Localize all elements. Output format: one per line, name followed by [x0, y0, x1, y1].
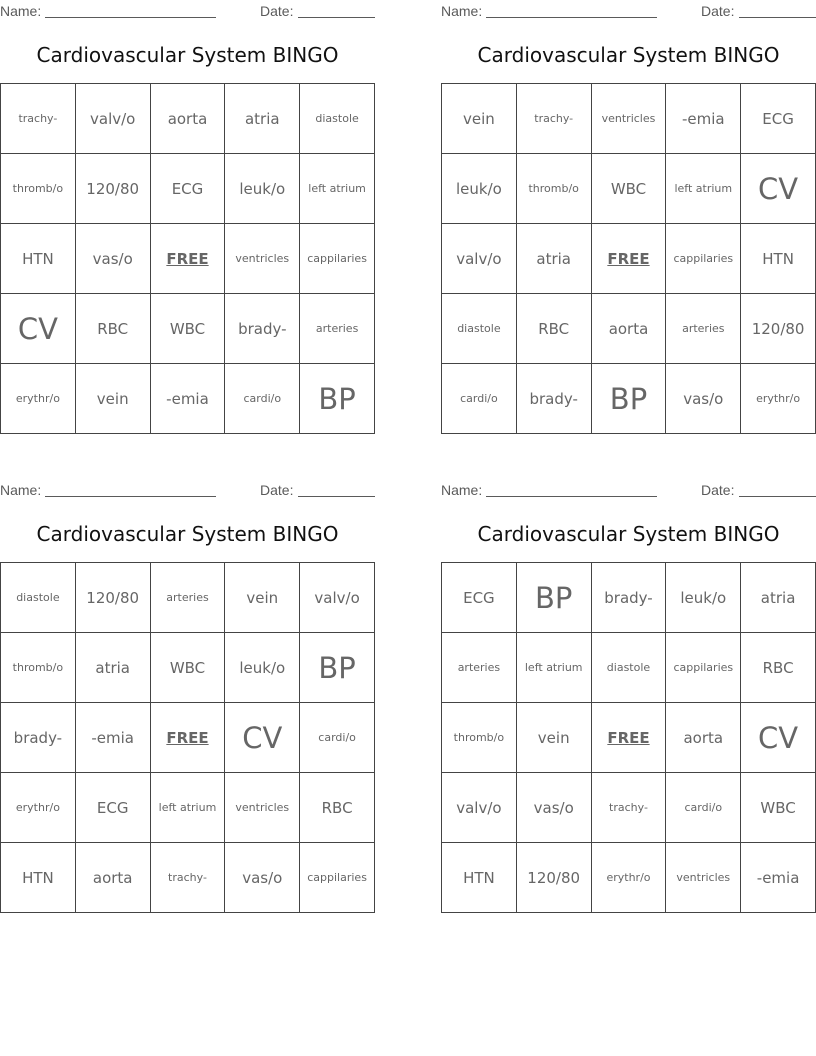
bingo-cell[interactable]: WBC: [151, 633, 226, 703]
bingo-card-4: [441, 479, 816, 887]
card-title: Cardiovascular System BINGO: [477, 522, 780, 546]
date-label: Date:: [701, 482, 735, 498]
bingo-cell[interactable]: cappilaries: [300, 843, 375, 913]
bingo-cell[interactable]: diastole: [442, 294, 517, 364]
bingo-cell[interactable]: brady-: [592, 563, 667, 633]
bingo-cell[interactable]: RBC: [300, 773, 375, 843]
card-header: [441, 479, 816, 501]
bingo-card-3: [0, 479, 375, 887]
bingo-card-2: [441, 0, 816, 416]
bingo-cell[interactable]: cardi/o: [666, 773, 741, 843]
date-line[interactable]: [739, 17, 816, 18]
card-title: Cardiovascular System BINGO: [36, 522, 339, 546]
bingo-cell[interactable]: vein: [76, 364, 151, 434]
card-title: Cardiovascular System BINGO: [36, 43, 339, 67]
bingo-cell[interactable]: BP: [517, 563, 592, 633]
bingo-cell[interactable]: ventricles: [592, 84, 667, 154]
bingo-cell[interactable]: ECG: [76, 773, 151, 843]
bingo-cell[interactable]: brady-: [1, 703, 76, 773]
bingo-card-1: [0, 0, 375, 416]
bingo-cell[interactable]: ECG: [741, 84, 816, 154]
date-label: Date:: [260, 482, 294, 498]
bingo-cell[interactable]: valv/o: [442, 224, 517, 294]
bingo-cell[interactable]: WBC: [741, 773, 816, 843]
bingo-cell[interactable]: thromb/o: [1, 154, 76, 224]
bingo-cell[interactable]: -emia: [76, 703, 151, 773]
bingo-cell[interactable]: leuk/o: [666, 563, 741, 633]
card-title: Cardiovascular System BINGO: [477, 43, 780, 67]
bingo-cell[interactable]: BP: [300, 364, 375, 434]
bingo-cell[interactable]: atria: [517, 224, 592, 294]
bingo-cell[interactable]: arteries: [151, 563, 226, 633]
free-space-cell[interactable]: FREE: [151, 224, 226, 294]
bingo-cell[interactable]: vas/o: [517, 773, 592, 843]
date-line[interactable]: [739, 496, 816, 497]
name-label: Name:: [441, 482, 483, 498]
date-line[interactable]: [298, 17, 375, 18]
bingo-cell[interactable]: arteries: [666, 294, 741, 364]
bingo-cell[interactable]: ventricles: [225, 224, 300, 294]
bingo-cell[interactable]: cappilaries: [666, 633, 741, 703]
bingo-cell[interactable]: erythr/o: [592, 843, 667, 913]
bingo-cell[interactable]: erythr/o: [1, 364, 76, 434]
bingo-cell[interactable]: CV: [741, 703, 816, 773]
bingo-cell[interactable]: trachy-: [517, 84, 592, 154]
bingo-cell[interactable]: left atrium: [151, 773, 226, 843]
bingo-cell[interactable]: aorta: [666, 703, 741, 773]
bingo-cell[interactable]: diastole: [1, 563, 76, 633]
free-space-cell[interactable]: FREE: [592, 224, 667, 294]
bingo-cell[interactable]: arteries: [442, 633, 517, 703]
bingo-cell[interactable]: trachy-: [1, 84, 76, 154]
name-line[interactable]: [486, 17, 657, 18]
bingo-cell[interactable]: HTN: [1, 224, 76, 294]
bingo-cell[interactable]: vas/o: [225, 843, 300, 913]
bingo-cell[interactable]: vas/o: [76, 224, 151, 294]
bingo-cell[interactable]: vein: [225, 563, 300, 633]
bingo-cell[interactable]: left atrium: [666, 154, 741, 224]
bingo-cell[interactable]: leuk/o: [225, 633, 300, 703]
card-header: [0, 0, 375, 22]
bingo-cell[interactable]: WBC: [151, 294, 226, 364]
bingo-cell[interactable]: left atrium: [300, 154, 375, 224]
card-header: [0, 479, 375, 501]
bingo-cell[interactable]: thromb/o: [1, 633, 76, 703]
name-line[interactable]: [45, 496, 216, 497]
bingo-cell[interactable]: 120/80: [517, 843, 592, 913]
bingo-cell[interactable]: -emia: [151, 364, 226, 434]
bingo-cell[interactable]: trachy-: [151, 843, 226, 913]
bingo-grid: [0, 562, 375, 913]
bingo-cell[interactable]: WBC: [592, 154, 667, 224]
name-line[interactable]: [486, 496, 657, 497]
bingo-cell[interactable]: leuk/o: [225, 154, 300, 224]
bingo-cell[interactable]: atria: [741, 563, 816, 633]
bingo-grid: [441, 562, 816, 913]
bingo-cell[interactable]: diastole: [592, 633, 667, 703]
bingo-cell[interactable]: CV: [225, 703, 300, 773]
bingo-cell[interactable]: aorta: [592, 294, 667, 364]
bingo-cell[interactable]: cappilaries: [300, 224, 375, 294]
bingo-cell[interactable]: diastole: [300, 84, 375, 154]
bingo-cell[interactable]: valv/o: [300, 563, 375, 633]
card-header: [441, 0, 816, 22]
bingo-cell[interactable]: vein: [442, 84, 517, 154]
bingo-cell[interactable]: left atrium: [517, 633, 592, 703]
bingo-cell[interactable]: -emia: [741, 843, 816, 913]
date-line[interactable]: [298, 496, 375, 497]
bingo-cell[interactable]: HTN: [1, 843, 76, 913]
bingo-cell[interactable]: atria: [76, 633, 151, 703]
bingo-cell[interactable]: BP: [592, 364, 667, 434]
bingo-cell[interactable]: arteries: [300, 294, 375, 364]
bingo-cell[interactable]: RBC: [76, 294, 151, 364]
bingo-cell[interactable]: 120/80: [741, 294, 816, 364]
bingo-cell[interactable]: vas/o: [666, 364, 741, 434]
bingo-cell[interactable]: leuk/o: [442, 154, 517, 224]
bingo-cell[interactable]: ventricles: [666, 843, 741, 913]
date-label: Date:: [701, 3, 735, 19]
bingo-cell[interactable]: cappilaries: [666, 224, 741, 294]
bingo-cell[interactable]: 120/80: [76, 154, 151, 224]
bingo-cell[interactable]: aorta: [151, 84, 226, 154]
bingo-cell[interactable]: HTN: [442, 843, 517, 913]
date-label: Date:: [260, 3, 294, 19]
bingo-cell[interactable]: 120/80: [76, 563, 151, 633]
bingo-cell[interactable]: valv/o: [442, 773, 517, 843]
free-space-cell[interactable]: FREE: [151, 703, 226, 773]
bingo-cell[interactable]: vein: [517, 703, 592, 773]
bingo-cell[interactable]: trachy-: [592, 773, 667, 843]
bingo-grid: [0, 83, 375, 434]
bingo-grid: [441, 83, 816, 434]
bingo-cell[interactable]: RBC: [517, 294, 592, 364]
bingo-cell[interactable]: brady-: [225, 294, 300, 364]
bingo-cell[interactable]: CV: [1, 294, 76, 364]
bingo-cell[interactable]: erythr/o: [1, 773, 76, 843]
bingo-cell[interactable]: thromb/o: [442, 703, 517, 773]
bingo-cell[interactable]: CV: [741, 154, 816, 224]
bingo-cell[interactable]: cardi/o: [442, 364, 517, 434]
bingo-cell[interactable]: cardi/o: [300, 703, 375, 773]
bingo-cell[interactable]: ventricles: [225, 773, 300, 843]
bingo-cell[interactable]: -emia: [666, 84, 741, 154]
bingo-cell[interactable]: erythr/o: [741, 364, 816, 434]
name-label: Name:: [0, 3, 42, 19]
bingo-cell[interactable]: RBC: [741, 633, 816, 703]
bingo-cell[interactable]: valv/o: [76, 84, 151, 154]
bingo-cell[interactable]: aorta: [76, 843, 151, 913]
bingo-cell[interactable]: brady-: [517, 364, 592, 434]
name-label: Name:: [441, 3, 483, 19]
bingo-cell[interactable]: ECG: [442, 563, 517, 633]
bingo-cell[interactable]: HTN: [741, 224, 816, 294]
bingo-cell[interactable]: thromb/o: [517, 154, 592, 224]
free-space-cell[interactable]: FREE: [592, 703, 667, 773]
bingo-cell[interactable]: atria: [225, 84, 300, 154]
name-label: Name:: [0, 482, 42, 498]
bingo-cell[interactable]: BP: [300, 633, 375, 703]
bingo-cell[interactable]: cardi/o: [225, 364, 300, 434]
name-line[interactable]: [45, 17, 216, 18]
bingo-cell[interactable]: ECG: [151, 154, 226, 224]
